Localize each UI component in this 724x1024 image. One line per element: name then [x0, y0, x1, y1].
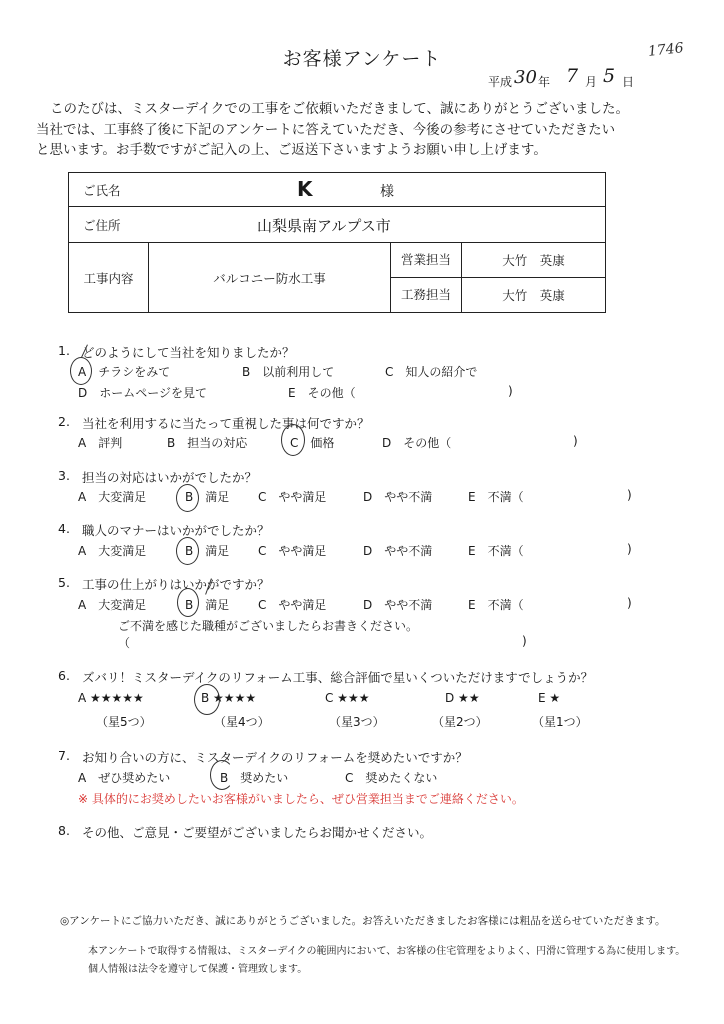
option-d[interactable]: D やや不満: [363, 544, 433, 558]
option-d[interactable]: D ホームページを見て: [78, 386, 208, 400]
work-value: バルコニー防水工事: [213, 270, 326, 286]
option-a[interactable]: A チラシをみて: [78, 365, 171, 379]
intro-line: と思います。お手数ですがご記入の上、ご返送下さいますようお願い申し上げます。: [36, 142, 547, 158]
date-era: 平成: [488, 75, 513, 89]
question-text: 工事の仕上がりはいかがですか？: [82, 577, 270, 592]
sub-question-text: ご不満を感じた職種がございましたらお書きください。: [118, 619, 419, 633]
question-text: どのようにして当社を知りましたか？: [82, 345, 295, 360]
option-e-close: ): [627, 596, 632, 610]
date-year-unit: 年: [538, 75, 551, 89]
option-c[interactable]: C 知人の紹介で: [385, 365, 478, 379]
option-e[interactable]: E ★: [538, 691, 561, 705]
question-text: お知り合いの方に、ミスターデイクのリフォームを奨めたいですか？: [82, 750, 468, 765]
option-e-close: ): [627, 542, 632, 556]
customer-name: K: [297, 177, 313, 201]
name-label: ご氏名: [83, 182, 121, 198]
page-title: お客様アンケート: [282, 48, 442, 70]
construction-value: 大竹 英康: [502, 288, 565, 303]
sales-value: 大竹 英康: [502, 253, 565, 268]
option-e[interactable]: E その他（: [288, 386, 356, 400]
selected-circle: [281, 424, 305, 456]
option-a[interactable]: A ぜひ奨めたい: [78, 771, 171, 785]
option-b[interactable]: B ★★★★: [201, 691, 257, 705]
question-text: ズバリ！ミスターデイクのリフォーム工事、総合評価で星いくついただけますでしょうか？: [82, 670, 594, 685]
work-row: [69, 243, 606, 278]
option-a[interactable]: A 大変満足: [78, 598, 147, 612]
selected-circle: [210, 760, 234, 790]
option-e-stars: （星1つ）: [532, 715, 588, 729]
option-b[interactable]: B 担当の対応: [167, 436, 248, 450]
option-b[interactable]: B 満足: [185, 490, 230, 504]
date-month: 7: [566, 65, 579, 87]
option-b[interactable]: B 満足: [185, 544, 230, 558]
document-number: 1746: [647, 40, 685, 60]
intro-text: [36, 99, 629, 161]
selected-circle: [194, 684, 220, 715]
question-number: 6.: [58, 668, 70, 683]
customer-info-table: [68, 172, 606, 313]
sub-answer-open[interactable]: （: [118, 636, 131, 650]
option-d[interactable]: D やや不満: [363, 490, 433, 504]
option-c[interactable]: C ★★★: [325, 691, 370, 705]
footer-privacy-1: 本アンケートで取得する情報は、ミスターデイクの範囲内において、お客様の住宅管理をよりよく、円滑に管理する為に使用します。: [88, 946, 686, 957]
sub-answer-close: ): [522, 634, 527, 648]
construction-label: 工務担当: [391, 278, 462, 312]
question-number: 3.: [58, 468, 70, 483]
selected-circle: [176, 537, 199, 565]
option-c[interactable]: C 奨めたくない: [345, 771, 438, 785]
referral-note: ※ 具体的にお奨めしたいお客様がいましたら、ぜひ営業担当までご連絡ください。: [78, 792, 524, 806]
option-d[interactable]: D ★★: [445, 691, 480, 705]
selected-circle: [176, 484, 199, 512]
option-e-close: ): [627, 488, 632, 502]
option-e[interactable]: E 不満（: [468, 490, 524, 504]
option-a[interactable]: A 評判: [78, 436, 123, 450]
question-number: 7.: [58, 748, 70, 763]
option-c[interactable]: C 価格: [290, 436, 335, 450]
option-d-stars: （星2つ）: [432, 715, 488, 729]
question-number: 2.: [58, 414, 70, 429]
option-b[interactable]: B 満足: [185, 598, 230, 612]
question-text: 担当の対応はいかがでしたか？: [82, 470, 258, 485]
selected-circle: [177, 588, 199, 617]
intro-line: 当社では、工事終了後に下記のアンケートに答えていただき、今後の参考にさせていただきたい: [36, 121, 616, 138]
question-text: その他、ご意見・ご要望がございましたらお聞かせください。: [82, 825, 433, 840]
date-year: 30: [514, 67, 537, 88]
question-number: 4.: [58, 521, 70, 536]
option-c-stars: （星3つ）: [329, 715, 385, 729]
option-e[interactable]: E 不満（: [468, 598, 524, 612]
option-c[interactable]: C やや満足: [258, 490, 327, 504]
option-b-stars: （星4つ）: [214, 715, 270, 729]
date-day: 5: [603, 65, 616, 87]
work-label: 工事内容: [83, 270, 134, 286]
intro-line: このたびは、ミスターデイクでの工事をご依頼いただきまして、誠にありがとうございました。: [50, 101, 630, 117]
name-suffix: 様: [380, 184, 394, 200]
option-d[interactable]: D やや不満: [363, 598, 433, 612]
option-e[interactable]: E 不満（: [468, 544, 524, 558]
option-a[interactable]: A 大変満足: [78, 544, 147, 558]
date-month-unit: 月: [585, 75, 598, 89]
option-c[interactable]: C やや満足: [258, 598, 327, 612]
question-text: 当社を利用するに当たって重視した事は何ですか？: [82, 416, 370, 431]
selected-circle: [70, 357, 92, 385]
footer-thanks: ◎アンケートにご協力いただき、誠にありがとうございました。お答えいただきましたお客様には粗品を送らせていただきます。: [60, 915, 666, 927]
question-number: 1.: [58, 343, 70, 358]
name-row: [69, 173, 606, 207]
address-row: [69, 207, 606, 243]
option-c[interactable]: C やや満足: [258, 544, 327, 558]
customer-address: 山梨県南アルプス市: [257, 217, 391, 235]
option-a[interactable]: A 大変満足: [78, 490, 147, 504]
date-day-unit: 日: [622, 75, 635, 89]
sales-label: 営業担当: [391, 243, 462, 277]
option-a[interactable]: A ★★★★★: [78, 691, 144, 705]
option-d-close: ): [573, 434, 578, 448]
option-d[interactable]: D その他（: [382, 436, 452, 450]
option-a-stars: （星5つ）: [96, 715, 152, 729]
question-number: 5.: [58, 575, 70, 590]
question-text: 職人のマナーはいかがでしたか？: [82, 523, 270, 538]
option-b[interactable]: B 奨めたい: [220, 771, 289, 785]
address-label: ご住所: [83, 217, 121, 233]
option-e-close: ): [508, 384, 513, 398]
footer-privacy-2: 個人情報は法令を遵守して保護・管理致します。: [88, 964, 308, 975]
question-number: 8.: [58, 823, 70, 838]
option-b[interactable]: B 以前利用して: [242, 365, 335, 379]
